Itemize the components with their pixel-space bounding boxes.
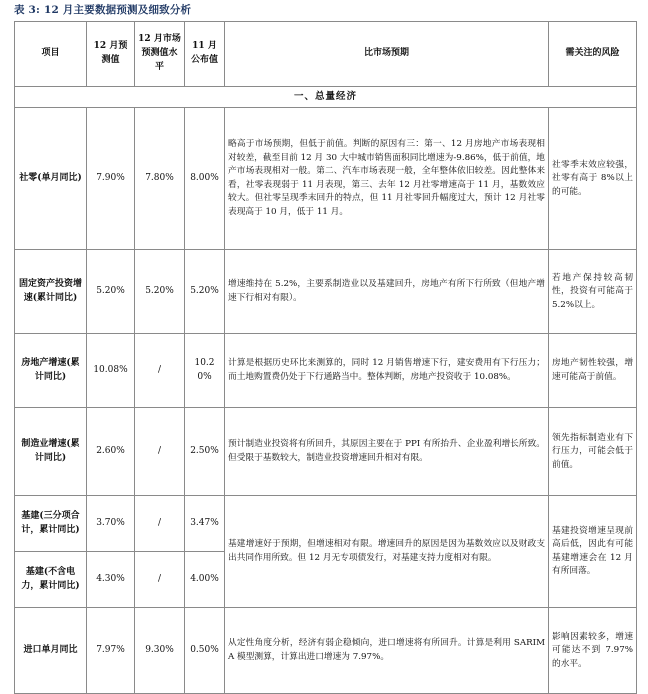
section-header-row: [15, 86, 637, 108]
row-november: 10.20%: [185, 334, 225, 408]
row-item-label: 基建(三分项合计，累计同比): [15, 496, 87, 552]
row-analysis: 略高于市场预期，但低于前值。判断的原因有三：第一、12 月房地产市场表现相对较差，截至目前 12 月 30 大中城市销售面积同比增速为-9.86%，低于前值，地产市场表现相对一般。第二、汽车市场表现一般，全年整体依旧较差。因此整体来看，社零表现弱于 11 月表现，第三、去年 12 月社零增速高于 11 月，基数效应较大。但社零呈现季末回升的特点，但 11 月社零回升幅度过大，预计 12 月社零表现高于 10 月，低于 11 月。: [225, 108, 549, 250]
row-forecast: 10.08%: [87, 334, 135, 408]
table-row: [15, 408, 637, 496]
row-forecast: 7.97%: [87, 608, 135, 694]
row-item-label: 固定资产投资增速(累计同比): [15, 250, 87, 334]
row-november: 0.50%: [185, 608, 225, 694]
main-data-table: [14, 21, 637, 694]
row-market: 5.20%: [135, 250, 185, 334]
row-item-label: 制造业增速(累计同比): [15, 408, 87, 496]
row-forecast: 5.20%: [87, 250, 135, 334]
row-item-label: 基建(不含电力，累计同比): [15, 552, 87, 608]
col-header-forecast: 12 月预测值: [87, 21, 135, 86]
table-row: [15, 608, 637, 694]
row-market: /: [135, 552, 185, 608]
row-market: /: [135, 496, 185, 552]
col-header-risk: 需关注的风险: [549, 21, 637, 86]
row-analysis: 预计制造业投资将有所回升，其原因主要在于 PPI 有所抬升、企业盈利增长所致。但受限于基数较大，制造业投资增速回升相对有限。: [225, 408, 549, 496]
row-risk: 社零季末效应较强，社零有高于 8%以上的可能。: [549, 108, 637, 250]
col-header-november: 11 月公布值: [185, 21, 225, 86]
row-analysis: 基建增速好于预期，但增速相对有限。增速回升的原因是因为基数效应以及财政支出共同作用所致。但 12 月无专项债发行，对基建支持力度相对有限。: [225, 496, 549, 608]
row-item-label: 进口单月同比: [15, 608, 87, 694]
row-risk: 影响因素较多，增速可能达不到 7.97%的水平。: [549, 608, 637, 694]
row-analysis: 计算是根据历史环比来测算的，同时 12 月销售增速下行，建安费用有下行压力；而土地购置费仍处于下行通路当中。整体判断，房地产投资收于 10.08%。: [225, 334, 549, 408]
row-forecast: 4.30%: [87, 552, 135, 608]
row-market: /: [135, 408, 185, 496]
row-risk: 领先指标制造业有下行压力，可能会低于前值。: [549, 408, 637, 496]
col-header-analysis: 比市场预期: [225, 21, 549, 86]
col-header-market: 12 月市场预测值水平: [135, 21, 185, 86]
page-title: 表 3: 12 月主要数据预测及细致分析: [14, 4, 192, 16]
row-forecast: 7.90%: [87, 108, 135, 250]
table-row: [15, 250, 637, 334]
row-market: /: [135, 334, 185, 408]
row-forecast: 3.70%: [87, 496, 135, 552]
row-market: 7.80%: [135, 108, 185, 250]
row-analysis: 增速维持在 5.2%，主要系制造业以及基建回升，房地产有所下行所致（但地产增速下行相对有限）。: [225, 250, 549, 334]
row-risk: 房地产韧性较强，增速可能高于前值。: [549, 334, 637, 408]
table-row: [15, 496, 637, 552]
row-november: 8.00%: [185, 108, 225, 250]
table-row: [15, 108, 637, 250]
col-header-item: 项目: [15, 21, 87, 86]
row-risk: 若地产保持较高韧性，投资有可能高于 5.2%以上。: [549, 250, 637, 334]
table-header-row: [15, 21, 637, 86]
row-november: 3.47%: [185, 496, 225, 552]
row-november: 5.20%: [185, 250, 225, 334]
row-forecast: 2.60%: [87, 408, 135, 496]
row-item-label: 房地产增速(累计同比): [15, 334, 87, 408]
row-analysis: 从定性角度分析，经济有弱企稳倾向，进口增速将有所回升。计算是利用 SARIMA 模型测算，计算出进口增速为 7.97%。: [225, 608, 549, 694]
row-november: 4.00%: [185, 552, 225, 608]
row-risk: 基建投资增速呈现前高后低，因此有可能基建增速会在 12 月有所回落。: [549, 496, 637, 608]
section-title: 一、总量经济: [15, 86, 637, 108]
row-november: 2.50%: [185, 408, 225, 496]
table-row: [15, 334, 637, 408]
row-item-label: 社零(单月同比): [15, 108, 87, 250]
row-market: 9.30%: [135, 608, 185, 694]
